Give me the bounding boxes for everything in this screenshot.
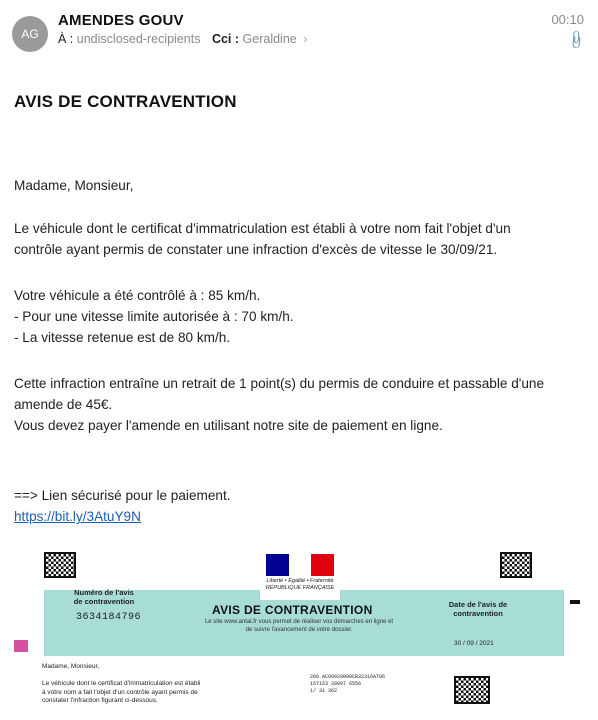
paragraph-speed xyxy=(14,285,589,348)
paragraph-penalty xyxy=(14,373,589,436)
secure-link-label: ==> Lien sécurisé pour le paiement. xyxy=(14,488,231,503)
recipients-line[interactable] xyxy=(58,32,307,46)
text-line: Vous devez payer l'amende en utilisant notre site de paiement en ligne. xyxy=(14,418,443,433)
dash-marker xyxy=(570,600,580,604)
text-line: amende de 45€. xyxy=(14,397,113,412)
cc-value: Geraldine xyxy=(242,32,297,46)
notice-greeting: Madame, Monsieur, xyxy=(42,663,100,670)
notice-site-text: Le site www.antai.fr vous permet de réaliser vos démarches en ligne et de suivre l'avancement de votre dossier. xyxy=(204,619,394,633)
notice-codes: 266 ACO0929000CB32316AT06 157153 28897 6556 1/ 31 362 xyxy=(310,674,386,694)
notice-body-text: Le véhicule dont le certificat d'immatriculation est établi à votre nom a fait l'objet d'un contrôle ayant permis de constater l'infraction figurant ci-dessous. xyxy=(42,680,201,704)
payment-link[interactable]: https://bit.ly/3AtuY9N xyxy=(14,509,141,524)
chevron-right-icon[interactable]: › xyxy=(303,32,308,46)
datamatrix-icon xyxy=(454,676,490,704)
marker-icon xyxy=(14,640,28,652)
marianne-logo xyxy=(260,550,340,600)
text-line: - La vitesse retenue est de 80 km/h. xyxy=(14,330,231,345)
notice-date: 30 / 09 / 2021 xyxy=(454,640,494,647)
notice-number-label: Numéro de l'avis de contravention xyxy=(73,588,135,606)
paperclip-icon: 📎 xyxy=(565,28,588,51)
email-title: AVIS DE CONTRAVENTION xyxy=(14,92,237,111)
sender-name[interactable]: AMENDES GOUV xyxy=(58,12,184,29)
mail-header xyxy=(0,0,598,62)
qr-code-icon xyxy=(500,552,532,578)
text-line: Cette infraction entraîne un retrait de 1 point(s) du permis de conduire et passable d'une xyxy=(14,376,545,391)
marianne-text: Liberté • Égalité • Fraternité RÉPUBLIQUE FRANÇAISE xyxy=(265,578,335,591)
notice-date-label: Date de l'avis de contravention xyxy=(448,600,508,618)
french-flag-icon xyxy=(266,554,334,576)
to-value: undisclosed-recipients xyxy=(76,32,201,46)
link-wrapper xyxy=(14,506,589,527)
greeting: Madame, Monsieur, xyxy=(14,178,134,193)
text-line: Le véhicule dont le certificat d'immatriculation est établi à votre nom fait l'objet d'un xyxy=(14,221,511,236)
text-line: contrôle ayant permis de constater une infraction d'excès de vitesse le 30/09/21. xyxy=(14,242,498,257)
sender-avatar[interactable]: AG xyxy=(12,16,48,52)
paragraph-infraction xyxy=(14,218,589,260)
notice-title: AVIS DE CONTRAVENTION xyxy=(212,603,373,617)
text-line: Votre véhicule a été contrôlé à : 85 km/h. xyxy=(14,288,261,303)
to-label: À : xyxy=(58,32,74,46)
received-time: 00:10 xyxy=(551,12,584,27)
notice-number: 3634184796 xyxy=(76,612,142,623)
cc-label: Cci : xyxy=(211,32,240,46)
qr-code-icon xyxy=(44,552,76,578)
text-line: - Pour une vitesse limite autorisée à : 70 km/h. xyxy=(14,309,294,324)
contravention-notice-image xyxy=(14,540,598,720)
